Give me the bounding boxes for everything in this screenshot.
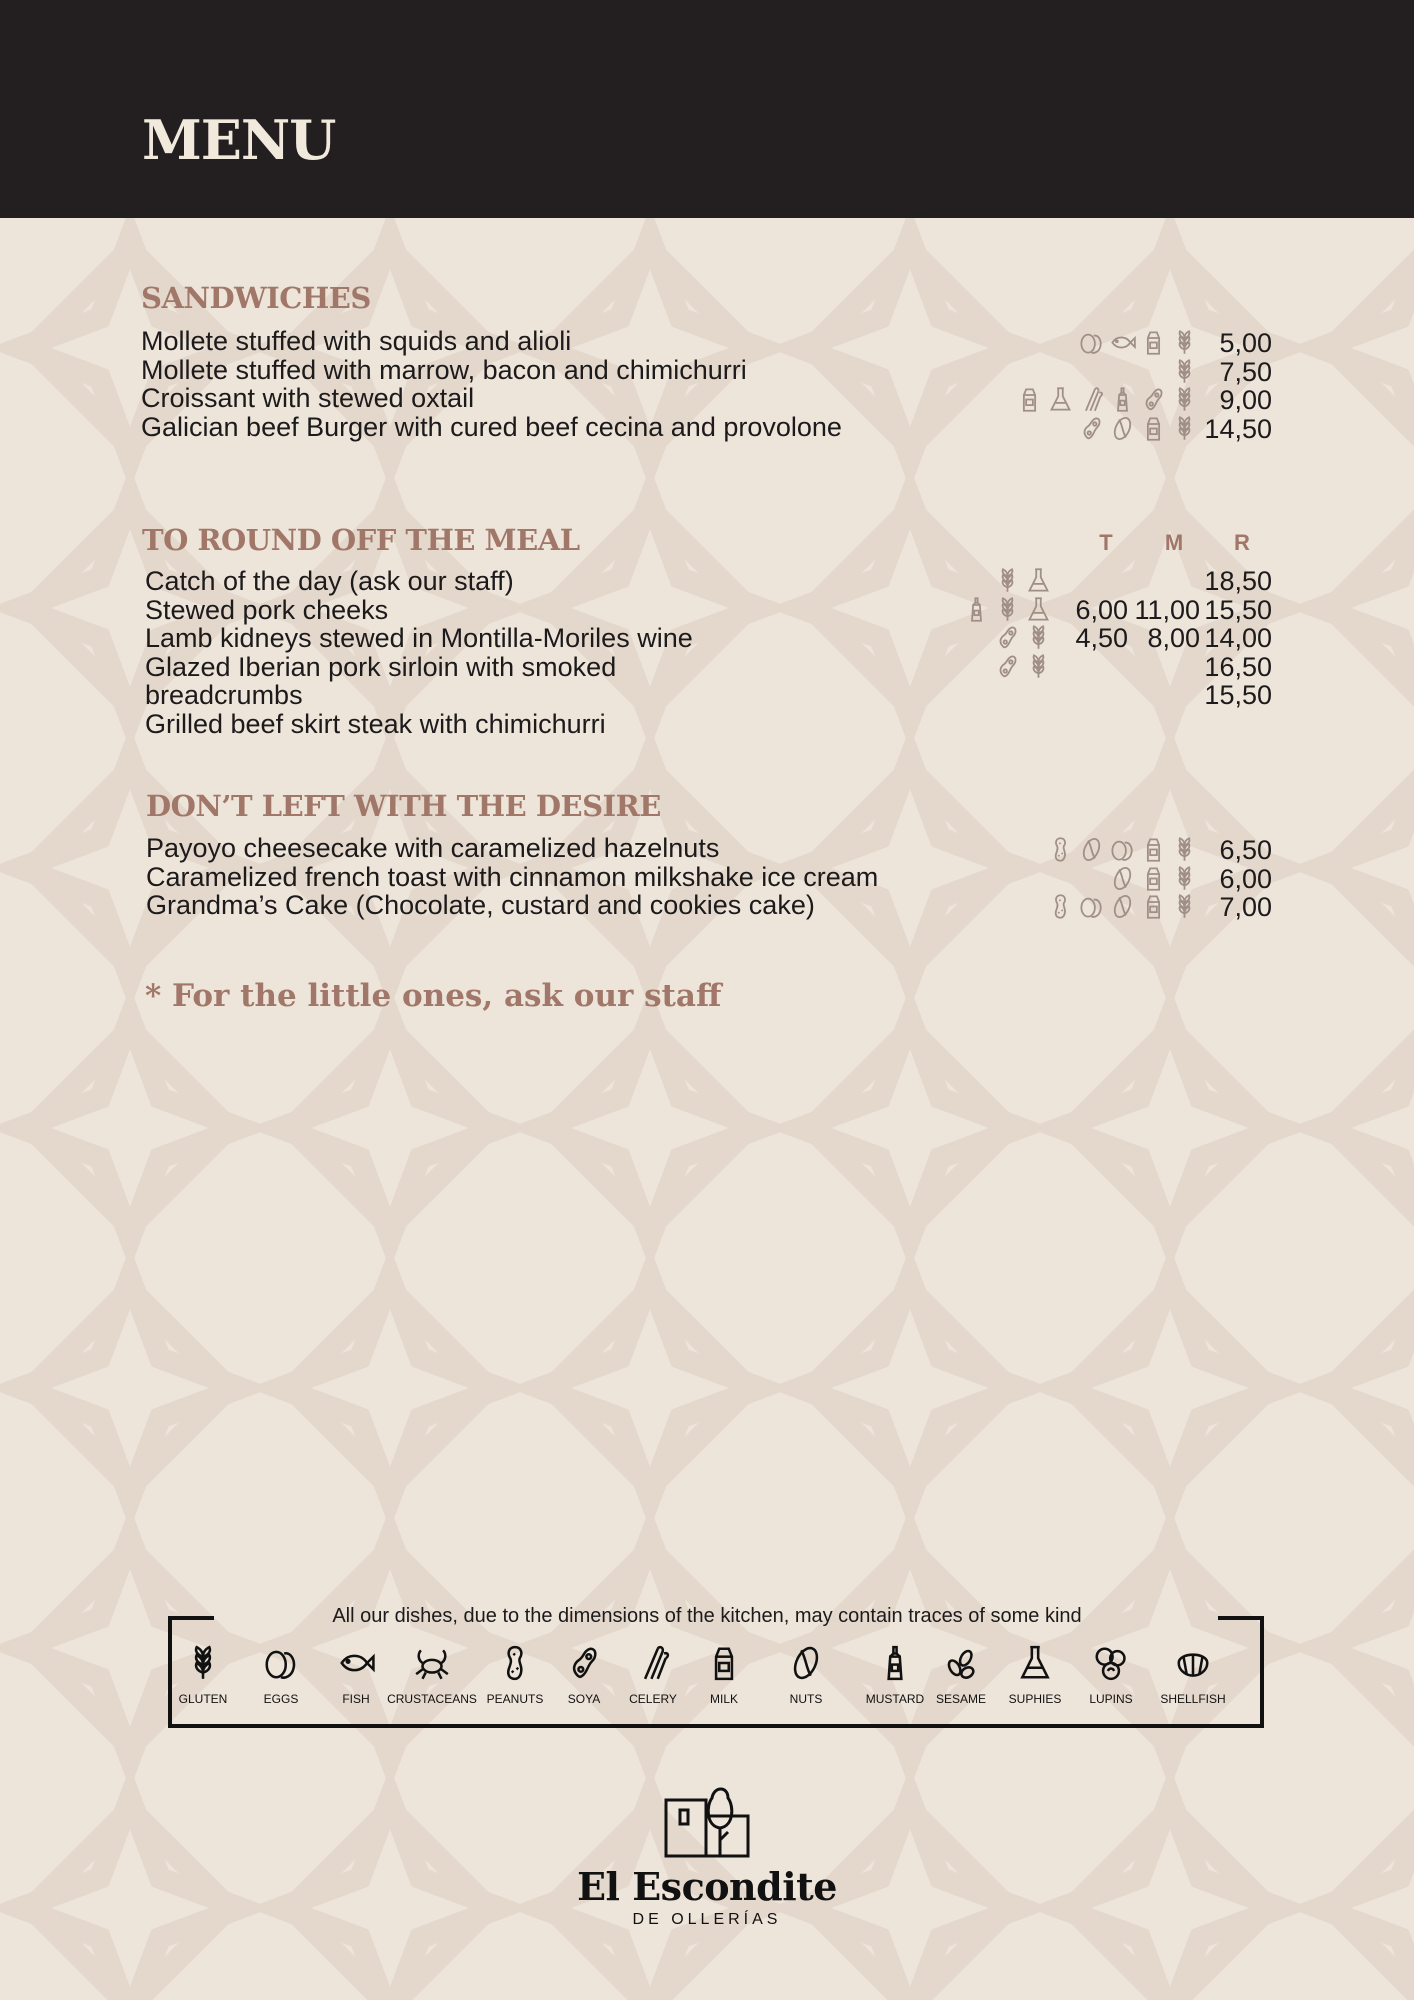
dish-name: Grilled beef skirt steak with chimichurri: [145, 708, 606, 739]
allergen-label: GLUTEN: [178, 1692, 228, 1706]
crustaceans-icon: [413, 1644, 451, 1682]
mustard-icon: [1109, 386, 1136, 413]
gluten-icon: [1171, 358, 1198, 385]
dish-price: 6,50: [1219, 835, 1272, 865]
page-title: MENU: [142, 108, 336, 172]
eggs-icon: [262, 1644, 300, 1682]
allergen-label: SUPHIES: [1008, 1692, 1062, 1706]
soya-icon: [565, 1644, 603, 1682]
gluten-icon: [1025, 653, 1052, 680]
peanuts-icon: [496, 1644, 534, 1682]
dish-price: 6,00: [1219, 863, 1272, 894]
allergen-icons: [938, 865, 1198, 893]
allergen-icons: [938, 893, 1198, 921]
allergen-label: MUSTARD: [865, 1692, 925, 1706]
allergen-legend-item: [1148, 1644, 1238, 1706]
eggs-icon: [1109, 836, 1136, 863]
allergen-label: SESAME: [935, 1692, 986, 1706]
section-title-round-off: TO ROUND OFF THE MEAL: [142, 523, 580, 557]
sulphites-icon: [1025, 567, 1052, 594]
allergen-icons: [938, 836, 1198, 864]
gluten-icon: [994, 596, 1021, 623]
dish-price-r: 15,50: [1204, 594, 1272, 625]
gluten-icon: [1171, 329, 1198, 356]
dish-name: Payoyo cheesecake with caramelized hazelnuts: [146, 833, 720, 863]
header-bar: [0, 0, 1414, 218]
allergen-legend-item: [1066, 1644, 1156, 1706]
allergen-icons: [900, 596, 1052, 624]
allergen-icons: [900, 710, 1052, 738]
allergen-icons: [900, 681, 1052, 709]
allergen-label: MILK: [709, 1692, 738, 1706]
celery-icon: [634, 1644, 672, 1682]
milk-icon: [1140, 329, 1167, 356]
milk-icon: [1016, 386, 1043, 413]
gluten-icon: [1171, 386, 1198, 413]
section-title-desserts: DON’T LEFT WITH THE DESIRE: [146, 789, 661, 823]
allergen-icons: [900, 624, 1052, 652]
dish-name: Stewed pork cheeks: [145, 594, 389, 625]
dish-price-r: 16,50: [1204, 651, 1272, 682]
allergen-label: CELERY: [629, 1692, 677, 1706]
gluten-icon: [994, 567, 1021, 594]
gluten-icon: [1171, 836, 1198, 863]
allergen-notice: All our dishes, due to the dimensions of the kitchen, may contain traces of some kind: [332, 1605, 1082, 1627]
mustard-icon: [876, 1644, 914, 1682]
milk-icon: [1140, 893, 1167, 920]
dish-name: Croissant with stewed oxtail: [141, 383, 475, 413]
dish-name: breadcrumbs: [145, 680, 303, 710]
allergen-label: PEANUTS: [486, 1692, 544, 1706]
allergen-label: SOYA: [567, 1692, 601, 1706]
eggs-icon: [1078, 329, 1105, 356]
column-header-r: R: [1234, 530, 1250, 555]
section-title-sandwiches: SANDWICHES: [141, 281, 371, 315]
nuts-icon: [1109, 865, 1136, 892]
milk-icon: [705, 1644, 743, 1682]
allergen-label: FISH: [342, 1692, 370, 1706]
allergen-label: SHELLFISH: [1160, 1692, 1226, 1706]
nuts-icon: [787, 1644, 825, 1682]
milk-icon: [1140, 836, 1167, 863]
nuts-icon: [1109, 415, 1136, 442]
soya-icon: [1140, 386, 1167, 413]
soya-icon: [994, 653, 1021, 680]
allergen-icons: [938, 358, 1198, 386]
sulphites-icon: [1025, 596, 1052, 623]
sulphites-icon: [1047, 386, 1074, 413]
sesame-icon: [942, 1644, 980, 1682]
dish-price: 7,50: [1219, 356, 1272, 387]
nuts-icon: [1109, 893, 1136, 920]
dish-price-r: 18,50: [1204, 566, 1272, 596]
dish-price: 5,00: [1219, 328, 1272, 358]
celery-icon: [1078, 386, 1105, 413]
brand-subtitle: DE OLLERÍAS: [632, 1911, 782, 1928]
shellfish-icon: [1174, 1644, 1212, 1682]
dish-name: Grandma’s Cake (Chocolate, custard and cookies cake): [146, 890, 815, 920]
allergen-label: LUPINS: [1089, 1692, 1133, 1706]
dish-price-r: 14,00: [1204, 623, 1272, 653]
allergen-label: NUTS: [789, 1692, 823, 1706]
allergen-legend-item: [761, 1644, 851, 1706]
allergen-legend-item: [158, 1644, 248, 1706]
dish-name: Glazed Iberian pork sirloin with smoked: [145, 651, 617, 682]
nuts-icon: [1078, 836, 1105, 863]
column-header-m: M: [1164, 530, 1184, 555]
brand-logo: [0, 1780, 1414, 1929]
allergen-legend-item: [387, 1644, 477, 1706]
gluten-icon: [1025, 624, 1052, 651]
dish-price-m: 8,00: [1147, 623, 1200, 653]
soya-icon: [1078, 415, 1105, 442]
gluten-icon: [1171, 893, 1198, 920]
allergen-icons: [938, 415, 1198, 443]
dish-price-t: 6,00: [1075, 594, 1128, 625]
dish-name: Mollete stuffed with squids and alioli: [141, 326, 572, 356]
allergen-label: CRUSTACEANS: [387, 1692, 477, 1706]
kids-note: * For the little ones, ask our staff: [145, 978, 722, 1014]
fish-icon: [1109, 329, 1136, 356]
allergen-icons: [900, 653, 1052, 681]
allergen-icons: [900, 567, 1052, 595]
brand-name: El Escondite: [577, 1864, 837, 1909]
allergen-icons: [938, 386, 1198, 414]
peanuts-icon: [1047, 836, 1074, 863]
dish-name: Galician beef Burger with cured beef cecina and provolone: [141, 411, 842, 442]
column-header-t: T: [1099, 530, 1113, 555]
allergen-label: EGGS: [263, 1692, 299, 1706]
gluten-icon: [1171, 415, 1198, 442]
dish-price: 9,00: [1219, 385, 1272, 415]
dish-price-r: 15,50: [1204, 680, 1272, 710]
fish-icon: [337, 1644, 375, 1682]
background-pattern: [0, 218, 1414, 2000]
allergen-legend-item: [679, 1644, 769, 1706]
gluten-icon: [184, 1644, 222, 1682]
milk-icon: [1140, 865, 1167, 892]
eggs-icon: [1078, 893, 1105, 920]
dish-name: Lamb kidneys stewed in Montilla-Moriles wine: [145, 623, 693, 653]
dish-name: Caramelized french toast with cinnamon milkshake ice cream: [146, 861, 879, 892]
dish-name: Catch of the day (ask our staff): [145, 566, 514, 596]
dish-name: Mollete stuffed with marrow, bacon and chimichurri: [141, 354, 747, 385]
allergen-icons: [938, 329, 1198, 357]
dish-price-t: 4,50: [1075, 623, 1128, 653]
dish-price: 7,00: [1219, 892, 1272, 922]
gluten-icon: [1171, 865, 1198, 892]
dish-price: 14,50: [1204, 413, 1272, 444]
soya-icon: [994, 624, 1021, 651]
milk-icon: [1140, 415, 1167, 442]
dish-price-m: 11,00: [1134, 594, 1200, 625]
house-tree-icon: [652, 1780, 762, 1860]
lupins-icon: [1092, 1644, 1130, 1682]
sulphites-icon: [1016, 1644, 1054, 1682]
mustard-icon: [963, 596, 990, 623]
peanuts-icon: [1047, 893, 1074, 920]
